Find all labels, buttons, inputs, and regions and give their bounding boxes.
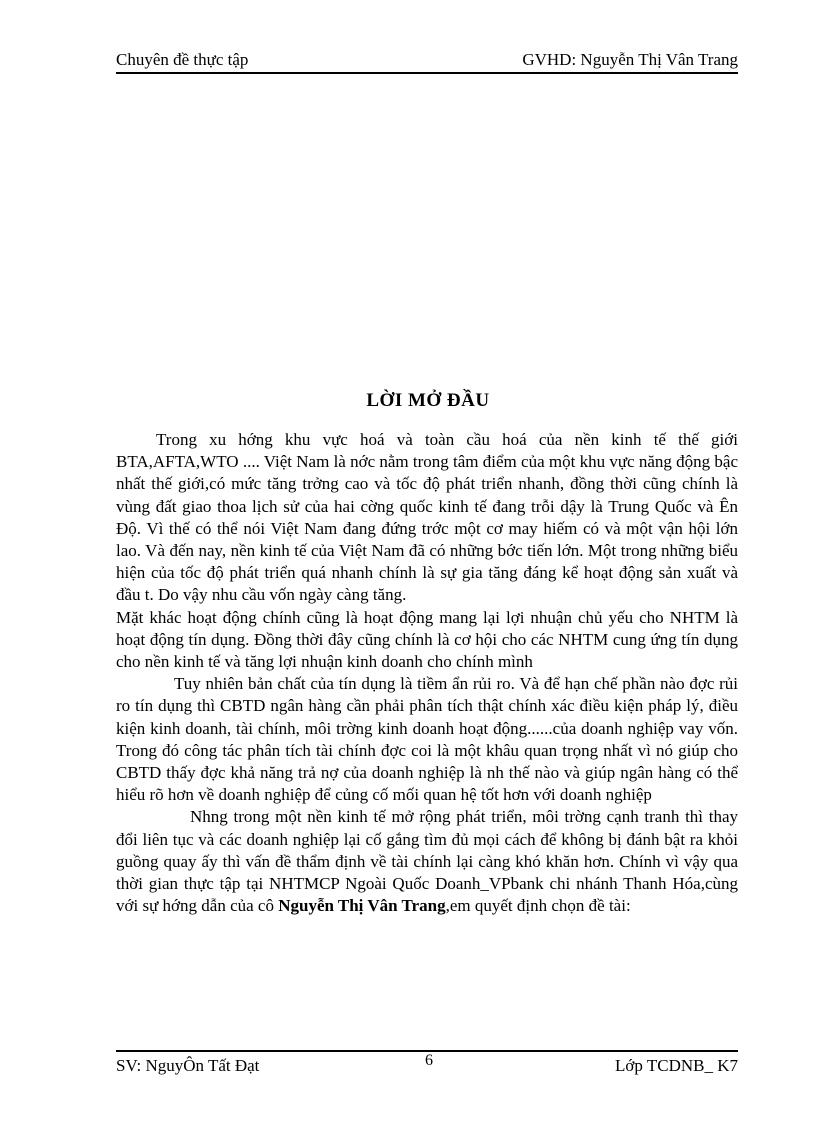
paragraph-4-tail: ,em quyết định chọn đề tài: [445,896,631,916]
paragraph-3: Tuy nhiên bản chất của tín dụng là tiềm ẩn rủi ro. Và để hạn chế phần nào đợc rủi ro tín dụng thì CBTD ngân hàng cần phải phân tích thật chính xác điều kiện pháp lý, điều kiện kinh doanh, tài chính, môi trờng kinh doanh hoạt động......của doanh nghiệp vay vốn. Trong đó công tác phân tích tài chính đợc coi là một khâu quan trọng nhất vì nó giúp cho CBTD thấy đợc khả năng trả nợ của doanh nghiệp là nh thế nào và giúp ngân hàng có thể hiểu rõ hơn về doanh nghiệp để củng cố mối quan hệ tốt hơn với doanh nghiệp [116,674,738,805]
header-divider [116,72,738,74]
section-title: LỜI MỞ ĐẦU [366,390,490,411]
supervisor-name: Nguyễn Thị Vân Trang [278,896,446,916]
page-number: 6 [425,1052,433,1069]
footer-student: SV: NguyÔn Tất Đạt [116,1056,260,1075]
page-footer [116,1052,738,1078]
paragraph-4-text: Nhng trong một nền kinh tế mở rộng phát triển, môi trờng cạnh tranh thì thay đổi liên tục và các doanh nghiệp lại cố gắng tìm đủ mọi cách để không bị đánh bật ra khỏi guồng quay ấy thì vấn đề thẩm định về tài chính lại càng khó khăn hơn. Chính vì vậy qua thời gian thực tập tại NHTMCP Ngoài Quốc Doanh_VPbank chi nhánh Thanh Hóa,cùng với sự hớng dẫn của cô [116,807,738,916]
paragraph-2: Mặt khác hoạt động chính cũng là hoạt động mang lại lợi nhuận chủ yếu cho NHTM là hoạt động tín dụng. Đồng thời đây cũng chính là cơ hội cho các NHTM cung ứng tín dụng cho nền kinh tế và tăng lợi nhuận kinh doanh cho chính mình [116,607,738,672]
document-body [116,429,738,917]
paragraph-4 [116,806,738,917]
footer-class: Lớp TCDNB_ K7 [615,1056,738,1075]
page-header [116,50,738,72]
header-document-type: Chuyên đề thực tập [116,50,249,69]
paragraph-1: Trong xu hớng khu vực hoá và toàn cầu hoá của nền kinh tế thế giới BTA,AFTA,WTO .... Việt Nam là nớc nằm trong tâm điểm của một khu vực năng động bậc nhất thế giới,có mức tăng trởng cao và tốc độ phát triển nhanh, đồng thời cũng chính là vùng đất giao thoa lịch sử của hai cờng quốc kinh tế đang trỗi dậy là Trung Quốc và Ên Độ. Vì thế có thể nói Việt Nam đang đứng trớc một cơ may hiếm có và một vận hội lớn lao. Và đến nay, nền kinh tế của Việt Nam đã có những bớc tiến lớn. Một trong những biểu hiện của tốc độ phát triển quá nhanh chính là sự gia tăng đáng kể hoạt động sản xuất và đầu t. Do vậy nhu cầu vốn ngày càng tăng. [116,430,738,605]
header-supervisor: GVHD: Nguyễn Thị Vân Trang [522,50,738,69]
